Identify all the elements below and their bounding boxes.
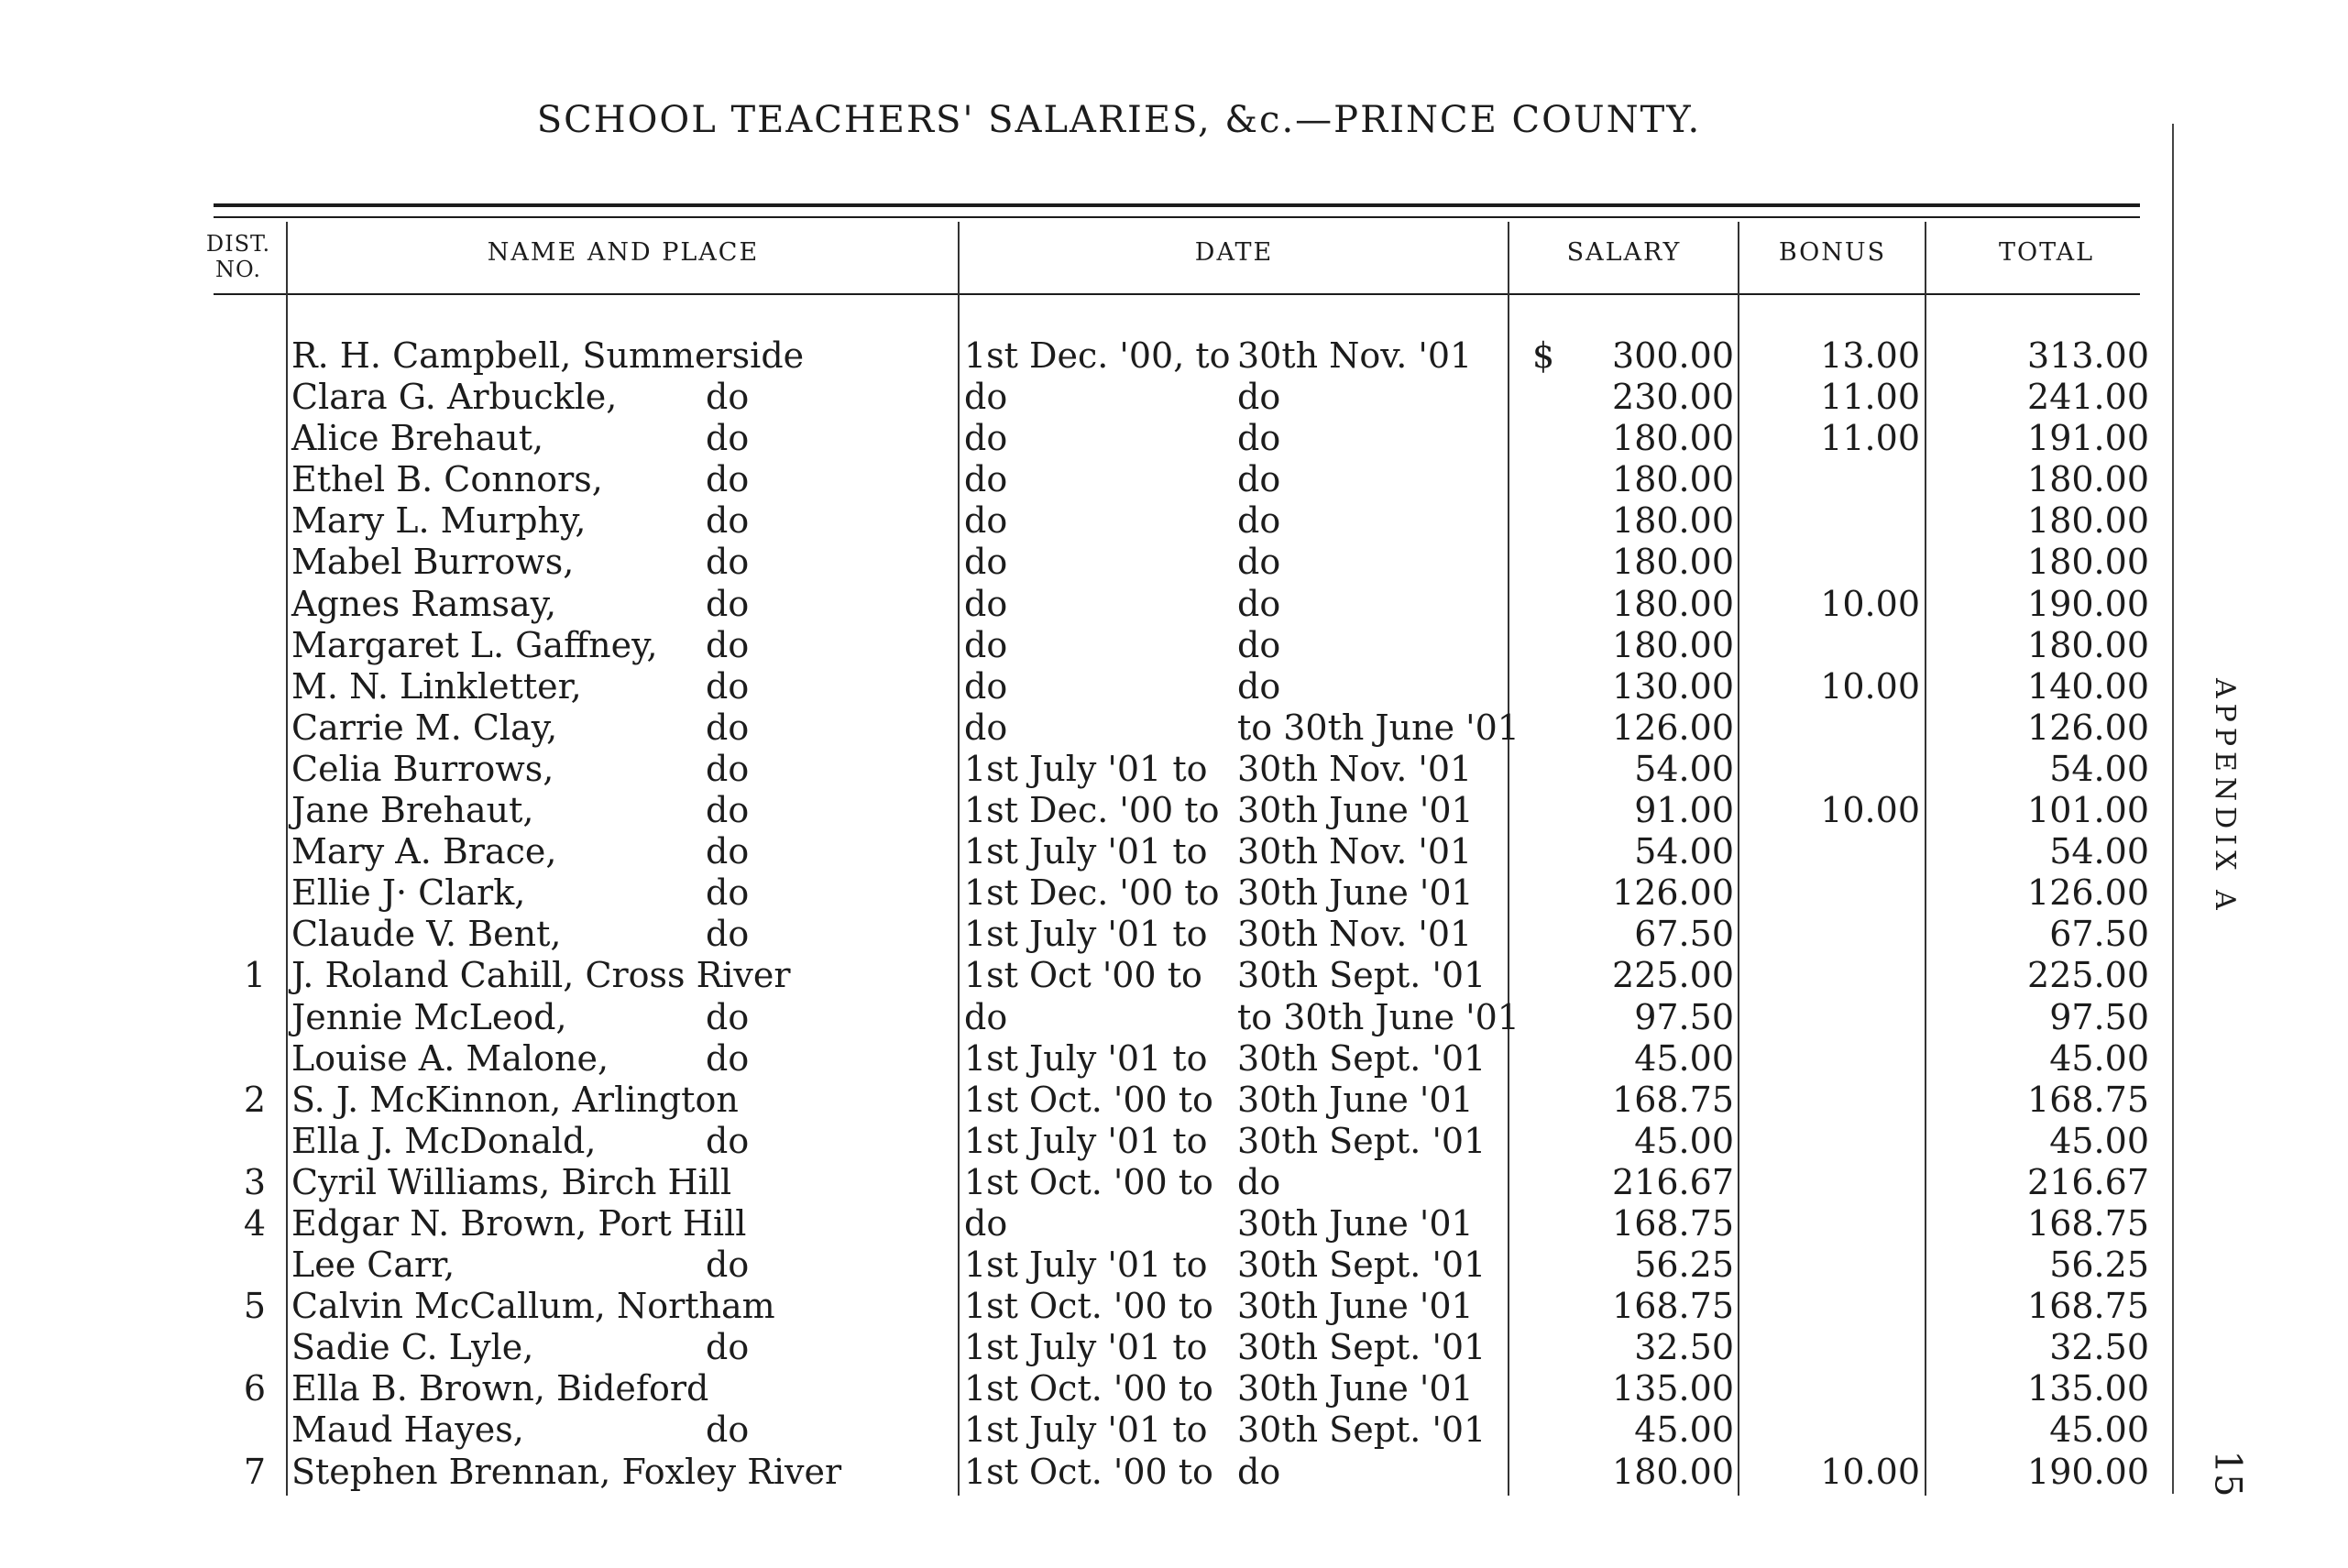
place-ditto-cell: do (706, 831, 750, 872)
place-ditto-cell: do (706, 872, 750, 914)
teacher-name-cell: Clara G. Arbuckle, (291, 377, 618, 418)
bonus-cell: 13.00 (1820, 335, 1920, 376)
teacher-name-cell: Margaret L. Gaffney, (291, 624, 658, 665)
table-row (0, 418, 2348, 459)
date-end-cell: 30th Nov. '01 (1237, 914, 1473, 955)
date-end-cell: 30th June '01 (1237, 1368, 1474, 1409)
total-cell: 126.00 (2027, 707, 2149, 748)
teacher-name-cell: Stephen Brennan, Foxley River (291, 1451, 842, 1492)
table-row (0, 335, 2348, 377)
salary-cell: 135.00 (1612, 1368, 1734, 1409)
table-row (0, 1368, 2348, 1409)
date-start-cell: 1st July '01 to (964, 1327, 1208, 1368)
date-start-cell: do (964, 624, 1008, 665)
date-end-cell: 30th Nov. '01 (1237, 748, 1473, 789)
teacher-name-cell: Ethel B. Connors, (291, 459, 603, 500)
page-number: 15 (2206, 1450, 2249, 1497)
salary-cell: 168.75 (1612, 1286, 1734, 1327)
date-end-cell: do (1237, 624, 1281, 665)
total-cell: 32.50 (2049, 1327, 2149, 1368)
bonus-cell: 10.00 (1820, 790, 1920, 831)
table-row (0, 500, 2348, 542)
teacher-name-cell: Ellie J· Clark, (291, 872, 526, 914)
table-row (0, 1409, 2348, 1451)
date-start-cell: do (964, 583, 1008, 624)
total-cell: 135.00 (2027, 1368, 2149, 1409)
table-row (0, 872, 2348, 914)
teacher-name-cell: Jennie McLeod, (291, 996, 567, 1037)
salary-cell: 126.00 (1612, 872, 1734, 914)
date-start-cell: 1st Oct. '00 to (964, 1368, 1213, 1409)
teacher-name-cell: S. J. McKinnon, Arlington (291, 1079, 739, 1120)
place-ditto-cell: do (706, 1037, 750, 1079)
salary-cell: 180.00 (1612, 1451, 1734, 1492)
date-start-cell: do (964, 377, 1008, 418)
date-end-cell: do (1237, 459, 1281, 500)
top-rule (214, 203, 2140, 207)
date-start-cell: 1st July '01 to (964, 1409, 1208, 1451)
table-row (0, 584, 2348, 625)
place-ditto-cell: do (706, 459, 750, 500)
teacher-name-cell: Ella J. McDonald, (291, 1120, 597, 1161)
date-start-cell: 1st Oct. '00 to (964, 1161, 1213, 1202)
teacher-name-cell: Celia Burrows, (291, 748, 554, 789)
date-end-cell: 30th Sept. '01 (1237, 955, 1487, 996)
table-row (0, 1286, 2348, 1327)
table-row (0, 831, 2348, 872)
header-date: DATE (1194, 238, 1274, 267)
date-end-cell: do (1237, 542, 1281, 583)
teacher-name-cell: Maud Hayes, (291, 1409, 524, 1451)
teacher-name-cell: Mary A. Brace, (291, 831, 557, 872)
salary-cell: 97.50 (1634, 996, 1734, 1037)
teacher-name-cell: Louise A. Malone, (291, 1037, 609, 1079)
place-ditto-cell: do (706, 707, 750, 748)
salary-cell: 180.00 (1612, 500, 1734, 542)
salary-cell: 126.00 (1612, 707, 1734, 748)
salary-cell: 180.00 (1612, 624, 1734, 665)
date-end-cell: 30th Sept. '01 (1237, 1409, 1487, 1451)
salary-cell: 56.25 (1634, 1245, 1734, 1286)
date-end-cell: do (1237, 583, 1281, 624)
date-end-cell: 30th June '01 (1237, 1079, 1474, 1120)
date-start-cell: 1st Oct '00 to (964, 955, 1202, 996)
salary-cell: 45.00 (1634, 1120, 1734, 1161)
teacher-name-cell: Ella B. Brown, Bideford (291, 1368, 709, 1409)
table-row (0, 707, 2348, 749)
salary-cell: 45.00 (1634, 1409, 1734, 1451)
date-end-cell: do (1237, 500, 1281, 542)
date-end-cell: 30th June '01 (1237, 872, 1474, 914)
table-row (0, 625, 2348, 666)
date-start-cell: do (964, 996, 1008, 1037)
header-rule (214, 293, 2140, 295)
total-cell: 45.00 (2049, 1037, 2149, 1079)
date-start-cell: do (964, 665, 1008, 707)
total-cell: 190.00 (2027, 1451, 2149, 1492)
date-start-cell: 1st July '01 to (964, 914, 1208, 955)
table-row (0, 955, 2348, 996)
place-ditto-cell: do (706, 500, 750, 542)
teacher-name-cell: J. Roland Cahill, Cross River (291, 955, 791, 996)
table-row (0, 914, 2348, 955)
total-cell: 180.00 (2027, 624, 2149, 665)
bonus-cell: 11.00 (1820, 418, 1920, 459)
top-rule-thin (214, 216, 2140, 218)
place-ditto-cell: do (706, 790, 750, 831)
total-cell: 54.00 (2049, 748, 2149, 789)
place-ditto-cell: do (706, 583, 750, 624)
salary-cell: 32.50 (1634, 1327, 1734, 1368)
teacher-name-cell: Calvin McCallum, Northam (291, 1286, 775, 1327)
date-start-cell: 1st July '01 to (964, 748, 1208, 789)
place-ditto-cell: do (706, 1120, 750, 1161)
dollar-sign-cell: $ (1532, 335, 1555, 376)
table-row (0, 749, 2348, 790)
header-total: TOTAL (1998, 238, 2095, 267)
teacher-name-cell: Sadie C. Lyle, (291, 1327, 534, 1368)
table-row (0, 1121, 2348, 1162)
total-cell: 225.00 (2027, 955, 2149, 996)
teacher-name-cell: Edgar N. Brown, Port Hill (291, 1202, 747, 1244)
date-end-cell: 30th Sept. '01 (1237, 1327, 1487, 1368)
date-end-cell: do (1237, 665, 1281, 707)
table-row (0, 1080, 2348, 1121)
table-row (0, 666, 2348, 707)
date-end-cell: 30th Nov. '01 (1237, 335, 1473, 376)
total-cell: 56.25 (2049, 1245, 2149, 1286)
table-row (0, 790, 2348, 831)
bonus-cell: 10.00 (1820, 665, 1920, 707)
header-dist-no (192, 231, 284, 282)
total-cell: 101.00 (2027, 790, 2149, 831)
date-start-cell: 1st July '01 to (964, 1120, 1208, 1161)
date-end-cell: 30th June '01 (1237, 790, 1474, 831)
salary-cell: 180.00 (1612, 418, 1734, 459)
salary-cell: 225.00 (1612, 955, 1734, 996)
place-ditto-cell: do (706, 542, 750, 583)
place-ditto-cell: do (706, 1245, 750, 1286)
table-row (0, 377, 2348, 418)
total-cell: 140.00 (2027, 665, 2149, 707)
dist-no-cell: 2 (243, 1079, 266, 1120)
total-cell: 168.75 (2027, 1202, 2149, 1244)
header-name-and-place: NAME AND PLACE (487, 238, 760, 267)
table-row (0, 542, 2348, 583)
table-row (0, 997, 2348, 1038)
total-cell: 45.00 (2049, 1409, 2149, 1451)
total-cell: 168.75 (2027, 1286, 2149, 1327)
total-cell: 126.00 (2027, 872, 2149, 914)
date-end-cell: 30th June '01 (1237, 1286, 1474, 1327)
table-row (0, 459, 2348, 500)
date-end-cell: do (1237, 418, 1281, 459)
teacher-name-cell: Lee Carr, (291, 1245, 455, 1286)
salary-cell: 168.75 (1612, 1079, 1734, 1120)
total-cell: 180.00 (2027, 500, 2149, 542)
salary-table-body (0, 335, 2348, 1493)
teacher-name-cell: M. N. Linkletter, (291, 665, 582, 707)
header-dist-line2: NO. (215, 257, 261, 282)
salary-cell: 180.00 (1612, 459, 1734, 500)
bonus-cell: 10.00 (1820, 1451, 1920, 1492)
table-row (0, 1327, 2348, 1368)
total-cell: 54.00 (2049, 831, 2149, 872)
header-salary: SALARY (1566, 238, 1682, 267)
teacher-name-cell: Cyril Williams, Birch Hill (291, 1161, 732, 1202)
dist-no-cell: 6 (243, 1368, 266, 1409)
table-row (0, 1203, 2348, 1245)
teacher-name-cell: Jane Brehaut, (291, 790, 534, 831)
total-cell: 45.00 (2049, 1120, 2149, 1161)
date-start-cell: do (964, 500, 1008, 542)
total-cell: 313.00 (2027, 335, 2149, 376)
header-bonus: BONUS (1778, 238, 1887, 267)
table-row (0, 1038, 2348, 1080)
place-ditto-cell: do (706, 1327, 750, 1368)
place-ditto-cell: do (706, 996, 750, 1037)
date-start-cell: do (964, 459, 1008, 500)
dist-no-cell: 7 (243, 1451, 266, 1492)
date-start-cell: 1st Dec. '00, to (964, 335, 1231, 376)
total-cell: 67.50 (2049, 914, 2149, 955)
table-row (0, 1452, 2348, 1493)
date-end-cell: 30th Nov. '01 (1237, 831, 1473, 872)
place-ditto-cell: do (706, 1409, 750, 1451)
table-row (0, 1245, 2348, 1286)
teacher-name-cell: Carrie M. Clay, (291, 707, 558, 748)
total-cell: 168.75 (2027, 1079, 2149, 1120)
bonus-cell: 11.00 (1820, 377, 1920, 418)
table-row (0, 1162, 2348, 1203)
date-start-cell: do (964, 1202, 1008, 1244)
page-title: SCHOOL TEACHERS' SALARIES, &c.—PRINCE COUNTY. (536, 99, 1702, 141)
date-start-cell: 1st Dec. '00 to (964, 872, 1220, 914)
date-end-cell: 30th Sept. '01 (1237, 1245, 1487, 1286)
date-start-cell: 1st Oct. '00 to (964, 1079, 1213, 1120)
date-start-cell: 1st Dec. '00 to (964, 790, 1220, 831)
date-start-cell: do (964, 418, 1008, 459)
teacher-name-cell: R. H. Campbell, Summerside (291, 335, 805, 376)
date-start-cell: do (964, 707, 1008, 748)
date-start-cell: 1st Oct. '00 to (964, 1286, 1213, 1327)
salary-cell: 216.67 (1612, 1161, 1734, 1202)
teacher-name-cell: Alice Brehaut, (291, 418, 544, 459)
place-ditto-cell: do (706, 748, 750, 789)
appendix-label: APPENDIX A (2209, 678, 2241, 916)
salary-cell: 168.75 (1612, 1202, 1734, 1244)
date-end-cell: 30th Sept. '01 (1237, 1120, 1487, 1161)
total-cell: 180.00 (2027, 459, 2149, 500)
date-end-cell: to 30th June '01 (1237, 707, 1520, 748)
date-start-cell: 1st July '01 to (964, 1245, 1208, 1286)
date-start-cell: do (964, 542, 1008, 583)
teacher-name-cell: Agnes Ramsay, (291, 583, 557, 624)
teacher-name-cell: Mary L. Murphy, (291, 500, 587, 542)
total-cell: 180.00 (2027, 542, 2149, 583)
date-end-cell: 30th Sept. '01 (1237, 1037, 1487, 1079)
teacher-name-cell: Mabel Burrows, (291, 542, 575, 583)
total-cell: 191.00 (2027, 418, 2149, 459)
date-end-cell: do (1237, 1451, 1281, 1492)
place-ditto-cell: do (706, 624, 750, 665)
date-end-cell: to 30th June '01 (1237, 996, 1520, 1037)
date-end-cell: do (1237, 377, 1281, 418)
salary-cell: 180.00 (1612, 583, 1734, 624)
total-cell: 216.67 (2027, 1161, 2149, 1202)
place-ditto-cell: do (706, 665, 750, 707)
teacher-name-cell: Claude V. Bent, (291, 914, 562, 955)
date-end-cell: do (1237, 1161, 1281, 1202)
salary-cell: 230.00 (1612, 377, 1734, 418)
dist-no-cell: 5 (243, 1286, 266, 1327)
bonus-cell: 10.00 (1820, 583, 1920, 624)
salary-cell: 54.00 (1634, 748, 1734, 789)
date-end-cell: 30th June '01 (1237, 1202, 1474, 1244)
salary-cell: 54.00 (1634, 831, 1734, 872)
salary-cell: 91.00 (1634, 790, 1734, 831)
place-ditto-cell: do (706, 914, 750, 955)
salary-cell: 300.00 (1612, 335, 1734, 376)
place-ditto-cell: do (706, 377, 750, 418)
total-cell: 241.00 (2027, 377, 2149, 418)
dist-no-cell: 3 (243, 1161, 266, 1202)
date-start-cell: 1st July '01 to (964, 831, 1208, 872)
date-start-cell: 1st July '01 to (964, 1037, 1208, 1079)
dist-no-cell: 4 (243, 1202, 266, 1244)
place-ditto-cell: do (706, 418, 750, 459)
salary-cell: 180.00 (1612, 542, 1734, 583)
date-start-cell: 1st Oct. '00 to (964, 1451, 1213, 1492)
total-cell: 97.50 (2049, 996, 2149, 1037)
salary-cell: 45.00 (1634, 1037, 1734, 1079)
total-cell: 190.00 (2027, 583, 2149, 624)
salary-cell: 67.50 (1634, 914, 1734, 955)
header-dist-line1: DIST. (205, 231, 271, 257)
dist-no-cell: 1 (243, 955, 266, 996)
salary-cell: 130.00 (1612, 665, 1734, 707)
